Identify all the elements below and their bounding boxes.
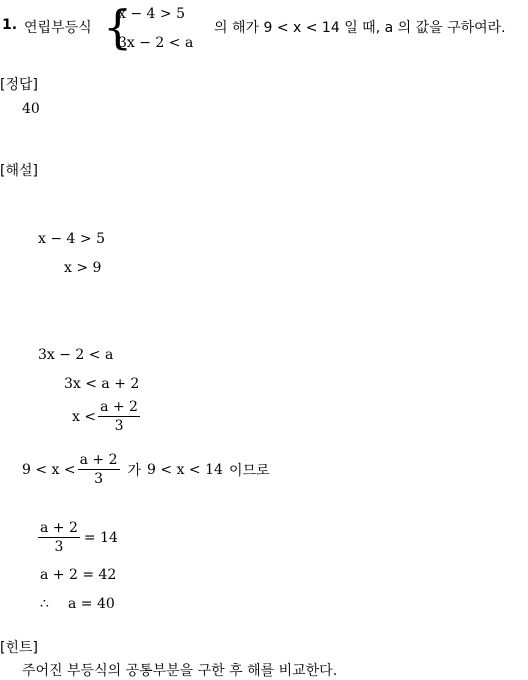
fraction-numerator: a + 2 [79, 452, 118, 468]
therefore-symbol: ∴ [40, 596, 49, 612]
solution-step1-line1: x − 4 > 5 [38, 231, 105, 247]
solution-final-equation: a = 40 [68, 596, 115, 612]
step2-line3-lhs: x < [72, 409, 97, 425]
solution-label: [해설] [0, 163, 38, 179]
answer-label: [정답] [0, 77, 38, 93]
system-inequality-2: 3x − 2 < a [118, 35, 194, 51]
fraction-a-plus-2-over-3 [98, 399, 140, 435]
solution-equation-1 [36, 520, 118, 556]
answer-value: 40 [22, 101, 40, 117]
range-connector: 가 [127, 463, 142, 479]
hint-text: 주어진 부등식의 공통부분을 구한 후 해를 비교한다. [22, 663, 338, 679]
solution-step2-line2: 3x < a + 2 [64, 376, 140, 392]
fraction-numerator: a + 2 [100, 399, 138, 415]
solution-step2-line1: 3x − 2 < a [38, 347, 114, 363]
solution-equation-2: a + 2 = 42 [40, 567, 117, 583]
solution-range-line [22, 452, 270, 488]
range-lhs: 9 < x < [22, 462, 76, 478]
solution-step1-line2: x > 9 [64, 260, 102, 276]
range-tail: 이므로 [228, 463, 270, 479]
solution-step2-line3 [72, 399, 142, 435]
fraction-a-plus-2-over-3 [38, 520, 80, 556]
problem-tail: 의 해가 9 < x < 14 일 때, a 의 값을 구하여라. [214, 20, 506, 36]
problem-intro: 연립부등식 [24, 20, 92, 36]
fraction-numerator: a + 2 [40, 520, 78, 536]
fraction-denominator: 3 [54, 539, 64, 555]
fraction-denominator: 3 [114, 418, 124, 434]
fraction-a-plus-2-over-3 [78, 452, 120, 488]
problem-number: 1. [2, 17, 18, 33]
equation-1-rhs: = 14 [83, 530, 118, 546]
system-inequality-1: x − 4 > 5 [118, 6, 185, 22]
hint-label: [힌트] [0, 640, 38, 656]
fraction-denominator: 3 [94, 471, 104, 487]
system-brace: { [103, 0, 133, 54]
range-rhs: 9 < x < 14 [147, 462, 223, 478]
